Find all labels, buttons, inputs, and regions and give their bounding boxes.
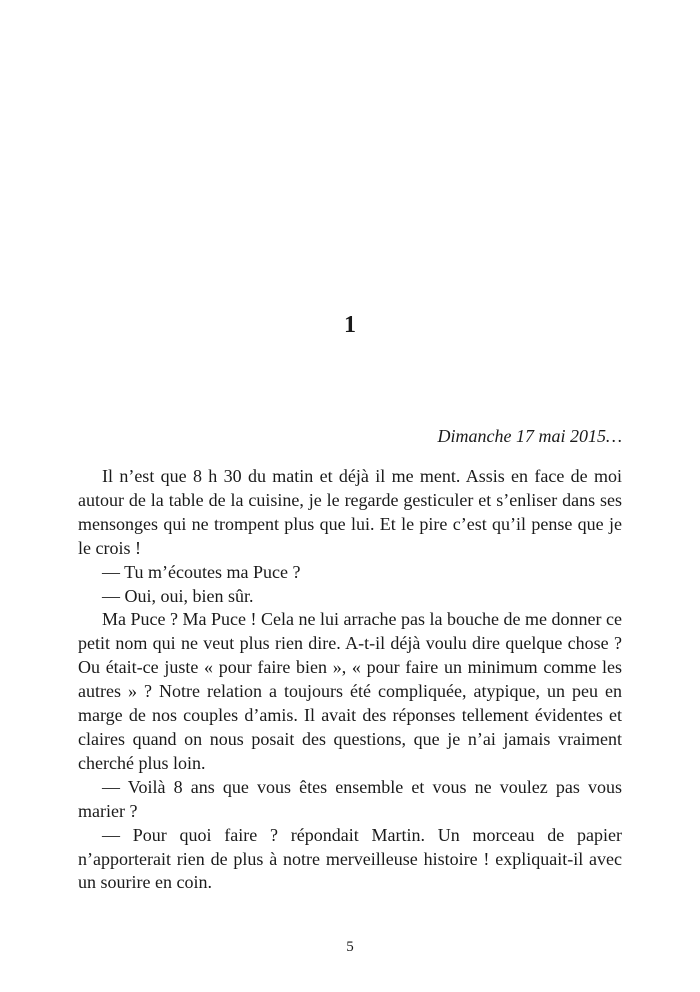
- chapter-body: [78, 465, 622, 895]
- chapter-number: 1: [344, 312, 356, 338]
- paragraph: Ma Puce ? Ma Puce ! Cela ne lui arrache pas la bouche de me donner ce petit nom qui ne veut plus rien dire. A-t-il déjà voulu dire quelque chose ? Ou était-ce juste « pour faire bien », « pour faire un minimum comme les autres » ? Notre relation a toujours été compliquée, atypique, un peu en marge de nos couples d’amis. Il avait des réponses tellement évidentes et claires quand on nous posait des questions, que je n’ai jamais vraiment cherché plus loin.: [78, 609, 622, 773]
- dialogue-line: — Pour quoi faire ? répondait Martin. Un morceau de papier n’apporterait rien de plus à notre merveilleuse histoire ! expliquait-il avec un sourire en coin.: [78, 824, 622, 893]
- dialogue-line: — Tu m’écoutes ma Puce ?: [102, 561, 301, 582]
- page-number: 5: [346, 939, 354, 955]
- dateline: Dimanche 17 mai 2015…: [437, 426, 622, 446]
- dialogue-line: — Voilà 8 ans que vous êtes ensemble et vous ne voulez pas vous marier ?: [78, 776, 622, 821]
- dialogue-line: — Oui, oui, bien sûr.: [102, 585, 254, 606]
- paragraph: Il n’est que 8 h 30 du matin et déjà il me ment. Assis en face de moi autour de la table de la cuisine, je le regarde gesticuler et s’enliser dans ses mensonges qui ne trompent plus que lui. Et le pire c’est qu’il pense que je le crois !: [78, 466, 622, 558]
